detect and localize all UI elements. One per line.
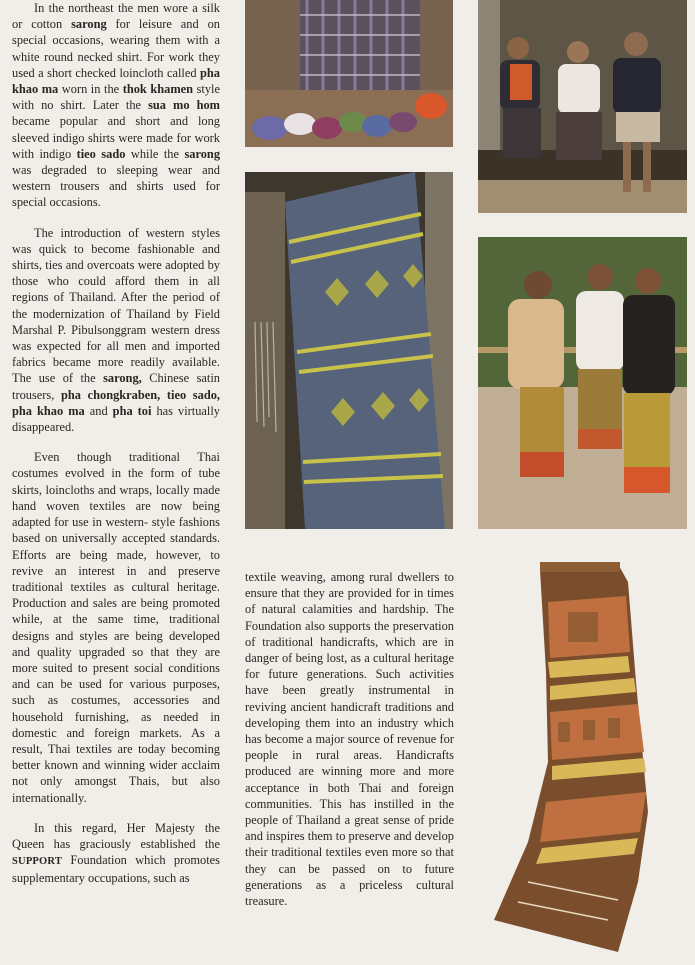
photo-villagers-seated: [478, 0, 687, 213]
text-run: became popular and short and long sleeved indigo shirts were made for work with indigo: [12, 114, 220, 161]
bold-term: pha toi: [112, 403, 152, 418]
villagers-illustration: [478, 0, 687, 213]
text-column-middle: [245, 569, 454, 909]
body-paragraph: [12, 820, 220, 887]
body-paragraph: [12, 449, 220, 805]
text-run: and: [84, 403, 113, 418]
bold-term: tieo sado: [76, 146, 126, 161]
bold-term: sua mo hom: [148, 98, 220, 113]
photo-long-patterned-cloth: [488, 562, 660, 952]
text-run: style with no shirt. Later the: [12, 82, 220, 113]
bold-term: thok khamen: [122, 82, 194, 97]
text-run: was degraded to sleeping wear and western trousers and shirts used for special occasions.: [12, 163, 220, 210]
bold-term: sarong,: [103, 371, 142, 386]
photo-indigo-textile: [245, 172, 453, 529]
text-run: In the northeast the men wore a silk or cotton: [12, 1, 220, 32]
photo-women-tube-skirts: [478, 237, 687, 529]
bold-term: SUPPORT: [12, 856, 63, 868]
text-run: worn in the: [58, 82, 123, 97]
women-illustration: [478, 237, 687, 529]
text-run: Even though traditional Thai costumes evolved in the form of tube skirts, loincloths and wraps, locally made hand woven textiles are now being adapted for use in western- style fashions based on universally accepted standards. Efforts are being made, however, to revive an interest in and preserve traditional textiles as cultural heritage. Production and sales are being promoted while, at the same time, traditional designs and styles are being developed and quality upgraded so that they are more suited to present social conditions and can be used for various purposes, such as costumes, accessories and household furnishing, as needed in domestic and foreign markets. As a result, Thai textiles are today becoming better known and winning wider acclaim not only amongst Thais, but also internationally.: [12, 450, 220, 805]
bold-term: pha khao ma: [12, 65, 220, 97]
text-run: Chinese satin trousers,: [12, 371, 220, 402]
text-run: while the: [125, 146, 185, 161]
yarn-skeins-illustration: [245, 0, 453, 147]
body-paragraph: [245, 569, 454, 909]
bold-term: sarong: [71, 17, 107, 32]
text-run: Foundation which promotes supplementary occupations, such as: [12, 853, 220, 886]
body-paragraph: [12, 0, 220, 211]
photo-yarn-skeins: [245, 0, 453, 147]
indigo-textile-illustration: [245, 172, 453, 529]
text-run: for leisure and on special occasions, wearing them with a white round necked shirt. For work they used a short checked loincloth called: [12, 17, 220, 80]
bold-term: pha chongkraben, tieo sado, pha khao ma: [12, 387, 220, 418]
text-run: In this regard, Her Majesty the Queen has graciously established the: [12, 820, 220, 851]
text-column-left: [12, 0, 220, 887]
bold-term: sarong: [184, 146, 221, 161]
text-run: has virtually disappeared.: [12, 403, 220, 435]
text-run: The introduction of western styles was quick to become fashionable and shirts, ties and overcoats were adopted by those who could afford them in all regions of Thailand. After the period of the modernization of Thailand by Field Marshal P. Pibulsonggram western dress was expected for all men and imported fabrics became more readily available. The use of the: [12, 225, 220, 386]
long-cloth-illustration: [488, 562, 660, 952]
text-run: textile weaving, among rural dwellers to ensure that they are provided for in times of natural calamities and hardship. The Foundation also supports the preservation of traditional handicrafts, which are in danger of being lost, as a cultural heritage for future generations. Such activities have been greatly instrumental in reviving ancient handicraft traditions and developing them into an industry which has become a major source of revenue for people in rural areas. Handicrafts produced are winning more and more acceptance in both Thai and foreign communities. This has instilled in the people of Thailand a great sense of pride and inspires them to preserve and develop their traditional textiles even more so that they can be passed on to future generations as a priceless cultural treasure.: [245, 570, 454, 909]
body-paragraph: [12, 225, 220, 436]
